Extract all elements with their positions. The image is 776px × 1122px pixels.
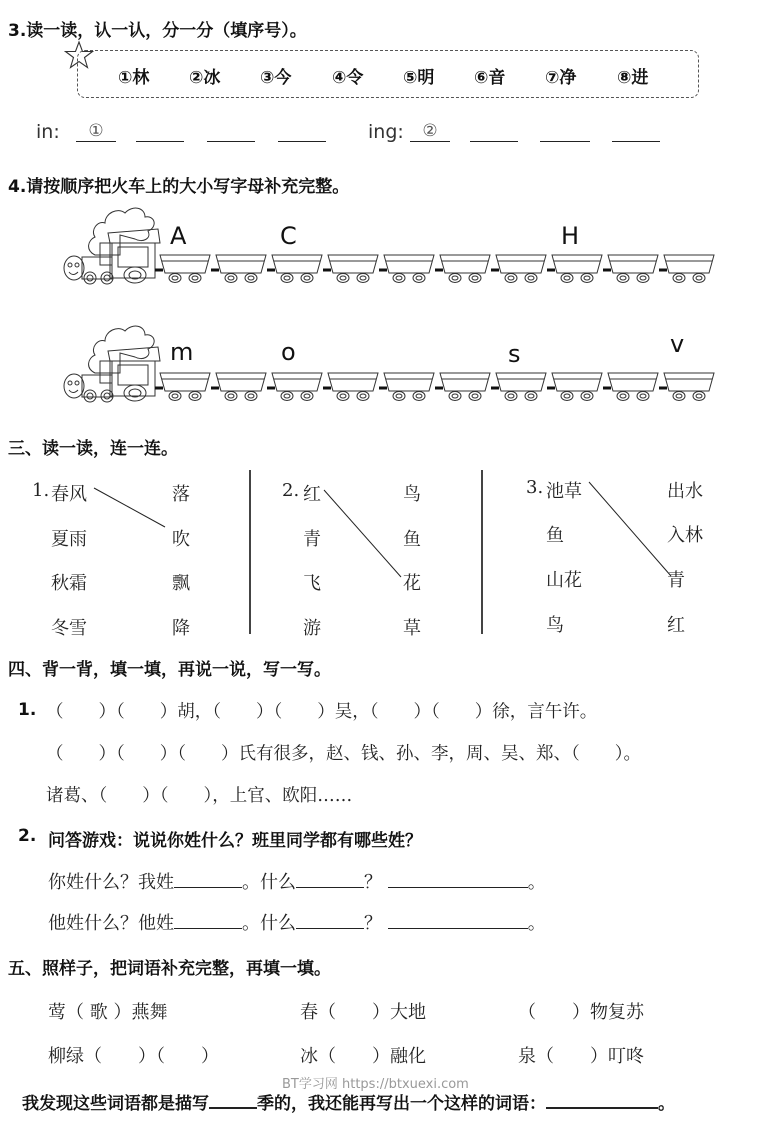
option-4: ④令 bbox=[332, 68, 364, 88]
in-blank-1[interactable]: ① bbox=[76, 121, 116, 142]
option-3: ③今 bbox=[260, 68, 292, 88]
group2-number: 2. bbox=[282, 480, 300, 501]
surname-line-3[interactable]: 诸葛、（ ）（ ），上官、欧阳…… bbox=[46, 786, 353, 806]
column-divider-2 bbox=[481, 470, 483, 634]
group3-left-1[interactable]: 池草 bbox=[546, 481, 582, 502]
idiom-5[interactable]: 泉（ ）叮咚 bbox=[518, 1046, 644, 1067]
qa2-question: 他姓什么？他姓 bbox=[48, 913, 174, 934]
conclusion-line bbox=[22, 1089, 675, 1114]
in-blank-3[interactable] bbox=[207, 121, 255, 142]
qa2-end: 。 bbox=[527, 913, 546, 934]
section4-q2-title: 问答游戏：说说你姓什么？班里同学都有哪些姓？ bbox=[48, 831, 422, 851]
qa2-blank-what[interactable] bbox=[296, 912, 364, 929]
group1-left-3[interactable]: 秋霜 bbox=[51, 573, 87, 594]
wagons bbox=[155, 255, 714, 283]
qa1-mid: 。什么 bbox=[242, 872, 296, 893]
qa2-qmark: ？ bbox=[364, 913, 382, 934]
group3-right-1[interactable]: 出水 bbox=[667, 481, 703, 502]
qa2-mid: 。什么 bbox=[242, 913, 296, 934]
q4-title: 4.请按顺序把火车上的大小写字母补充完整。 bbox=[8, 177, 350, 197]
train-illustration-icon bbox=[60, 313, 720, 408]
qa1-blank-answer[interactable] bbox=[388, 871, 528, 888]
group2-left-1[interactable]: 红 bbox=[303, 484, 321, 505]
group1-number: 1. bbox=[32, 480, 50, 501]
column-divider-1 bbox=[249, 470, 251, 634]
match-lines bbox=[0, 460, 776, 640]
group2-right-3[interactable]: 花 bbox=[403, 573, 421, 594]
group1-left-1[interactable]: 春风 bbox=[51, 484, 87, 505]
qa2-blank-surname[interactable] bbox=[174, 912, 242, 929]
option-6: ⑥音 bbox=[474, 68, 506, 88]
in-label: in: bbox=[36, 121, 60, 143]
train-uppercase bbox=[60, 195, 720, 290]
section5-title: 五、照样子，把词语补充完整，再填一填。 bbox=[8, 959, 331, 979]
idiom-3[interactable]: 柳绿（ ）（ ） bbox=[48, 1046, 219, 1067]
train-illustration-icon bbox=[60, 195, 720, 290]
train1-letter-8: H bbox=[561, 222, 580, 250]
in-blank-4[interactable] bbox=[278, 121, 326, 142]
section4-title: 四、背一背，填一填，再说一说，写一写。 bbox=[8, 660, 331, 680]
group2-right-1[interactable]: 鸟 bbox=[403, 484, 421, 505]
group2-left-4[interactable]: 游 bbox=[303, 618, 321, 639]
group1-right-1[interactable]: 落 bbox=[172, 484, 190, 505]
group2-left-3[interactable]: 飞 bbox=[303, 573, 321, 594]
conclusion-text-a: 我发现这些词语都是描写 bbox=[22, 1094, 209, 1114]
group1-left-2[interactable]: 夏雨 bbox=[51, 529, 87, 550]
group3-left-3[interactable]: 山花 bbox=[546, 570, 582, 591]
ing-label: ing: bbox=[368, 121, 404, 143]
conclusion-text-b: 季的，我还能再写出一个这样的词语： bbox=[257, 1094, 546, 1114]
group1-right-3[interactable]: 飘 bbox=[172, 573, 190, 594]
group1-left-4[interactable]: 冬雪 bbox=[51, 618, 87, 639]
idiom-2[interactable]: （ ）物复苏 bbox=[518, 1002, 644, 1023]
train1-letter-3: C bbox=[280, 222, 297, 250]
train-lowercase bbox=[60, 313, 720, 408]
group3-number: 3. bbox=[526, 477, 544, 498]
section4-q2-number: 2. bbox=[18, 826, 37, 846]
section3-title: 三、读一读，连一连。 bbox=[8, 439, 178, 459]
group3-right-4[interactable]: 红 bbox=[667, 615, 685, 636]
ing-blank-3[interactable] bbox=[540, 121, 590, 142]
train2-letter-3: o bbox=[281, 338, 296, 366]
character-options-box bbox=[77, 50, 699, 98]
option-8: ⑧进 bbox=[617, 68, 649, 88]
idiom-example: 莺（ 歌 ）燕舞 bbox=[48, 1002, 168, 1023]
group3-left-2[interactable]: 鱼 bbox=[546, 525, 564, 546]
section4-q1-number: 1. bbox=[18, 700, 37, 720]
idiom-1[interactable]: 春（ ）大地 bbox=[300, 1002, 426, 1023]
group1-right-2[interactable]: 吹 bbox=[172, 529, 190, 550]
surname-line-2[interactable]: （ ）（ ）（ ）氏有很多，赵、钱、孙、李，周、吴、郑、（ ）。 bbox=[46, 744, 641, 764]
qa-line-2 bbox=[48, 909, 546, 935]
group2-right-4[interactable]: 草 bbox=[403, 618, 421, 639]
word-blank[interactable] bbox=[546, 1091, 658, 1109]
qa1-blank-surname[interactable] bbox=[174, 871, 242, 888]
option-2: ②冰 bbox=[189, 68, 221, 88]
group3-right-3[interactable]: 青 bbox=[667, 570, 685, 591]
ing-blank-1[interactable]: ② bbox=[410, 121, 450, 142]
option-5: ⑤明 bbox=[403, 68, 435, 88]
option-1: ①林 bbox=[118, 68, 150, 88]
group3-right-2[interactable]: 入林 bbox=[667, 525, 703, 546]
ing-blank-2[interactable] bbox=[470, 121, 518, 142]
qa1-blank-what[interactable] bbox=[296, 871, 364, 888]
idiom-4[interactable]: 冰（ ）融化 bbox=[300, 1046, 426, 1067]
season-blank[interactable] bbox=[209, 1091, 257, 1109]
train2-letter-1: m bbox=[170, 338, 194, 366]
qa2-blank-answer[interactable] bbox=[388, 912, 528, 929]
train1-letter-1: A bbox=[170, 222, 187, 250]
surname-line-1[interactable]: （ ）（ ）胡，（ ）（ ）吴，（ ）（ ）徐，言午许。 bbox=[46, 702, 598, 722]
group2-left-2[interactable]: 青 bbox=[303, 529, 321, 550]
train2-letter-10: v bbox=[670, 330, 685, 358]
q3-title: 3.读一读，认一认，分一分（填序号）。 bbox=[8, 21, 307, 41]
option-7: ⑦净 bbox=[545, 68, 577, 88]
in-blank-2[interactable] bbox=[136, 121, 184, 142]
wagons bbox=[155, 373, 714, 401]
group1-right-4[interactable]: 降 bbox=[172, 618, 190, 639]
group2-right-2[interactable]: 鱼 bbox=[403, 529, 421, 550]
group3-left-4[interactable]: 鸟 bbox=[546, 615, 564, 636]
qa1-question: 你姓什么？我姓 bbox=[48, 872, 174, 893]
qa1-end: 。 bbox=[527, 872, 546, 893]
qa1-qmark: ？ bbox=[364, 872, 382, 893]
qa-line-1 bbox=[48, 868, 546, 894]
watermark: BT学习网 https://btxuexi.com bbox=[282, 1077, 469, 1092]
conclusion-end: 。 bbox=[658, 1094, 675, 1114]
train2-letter-7: s bbox=[508, 340, 521, 368]
ing-blank-4[interactable] bbox=[612, 121, 660, 142]
